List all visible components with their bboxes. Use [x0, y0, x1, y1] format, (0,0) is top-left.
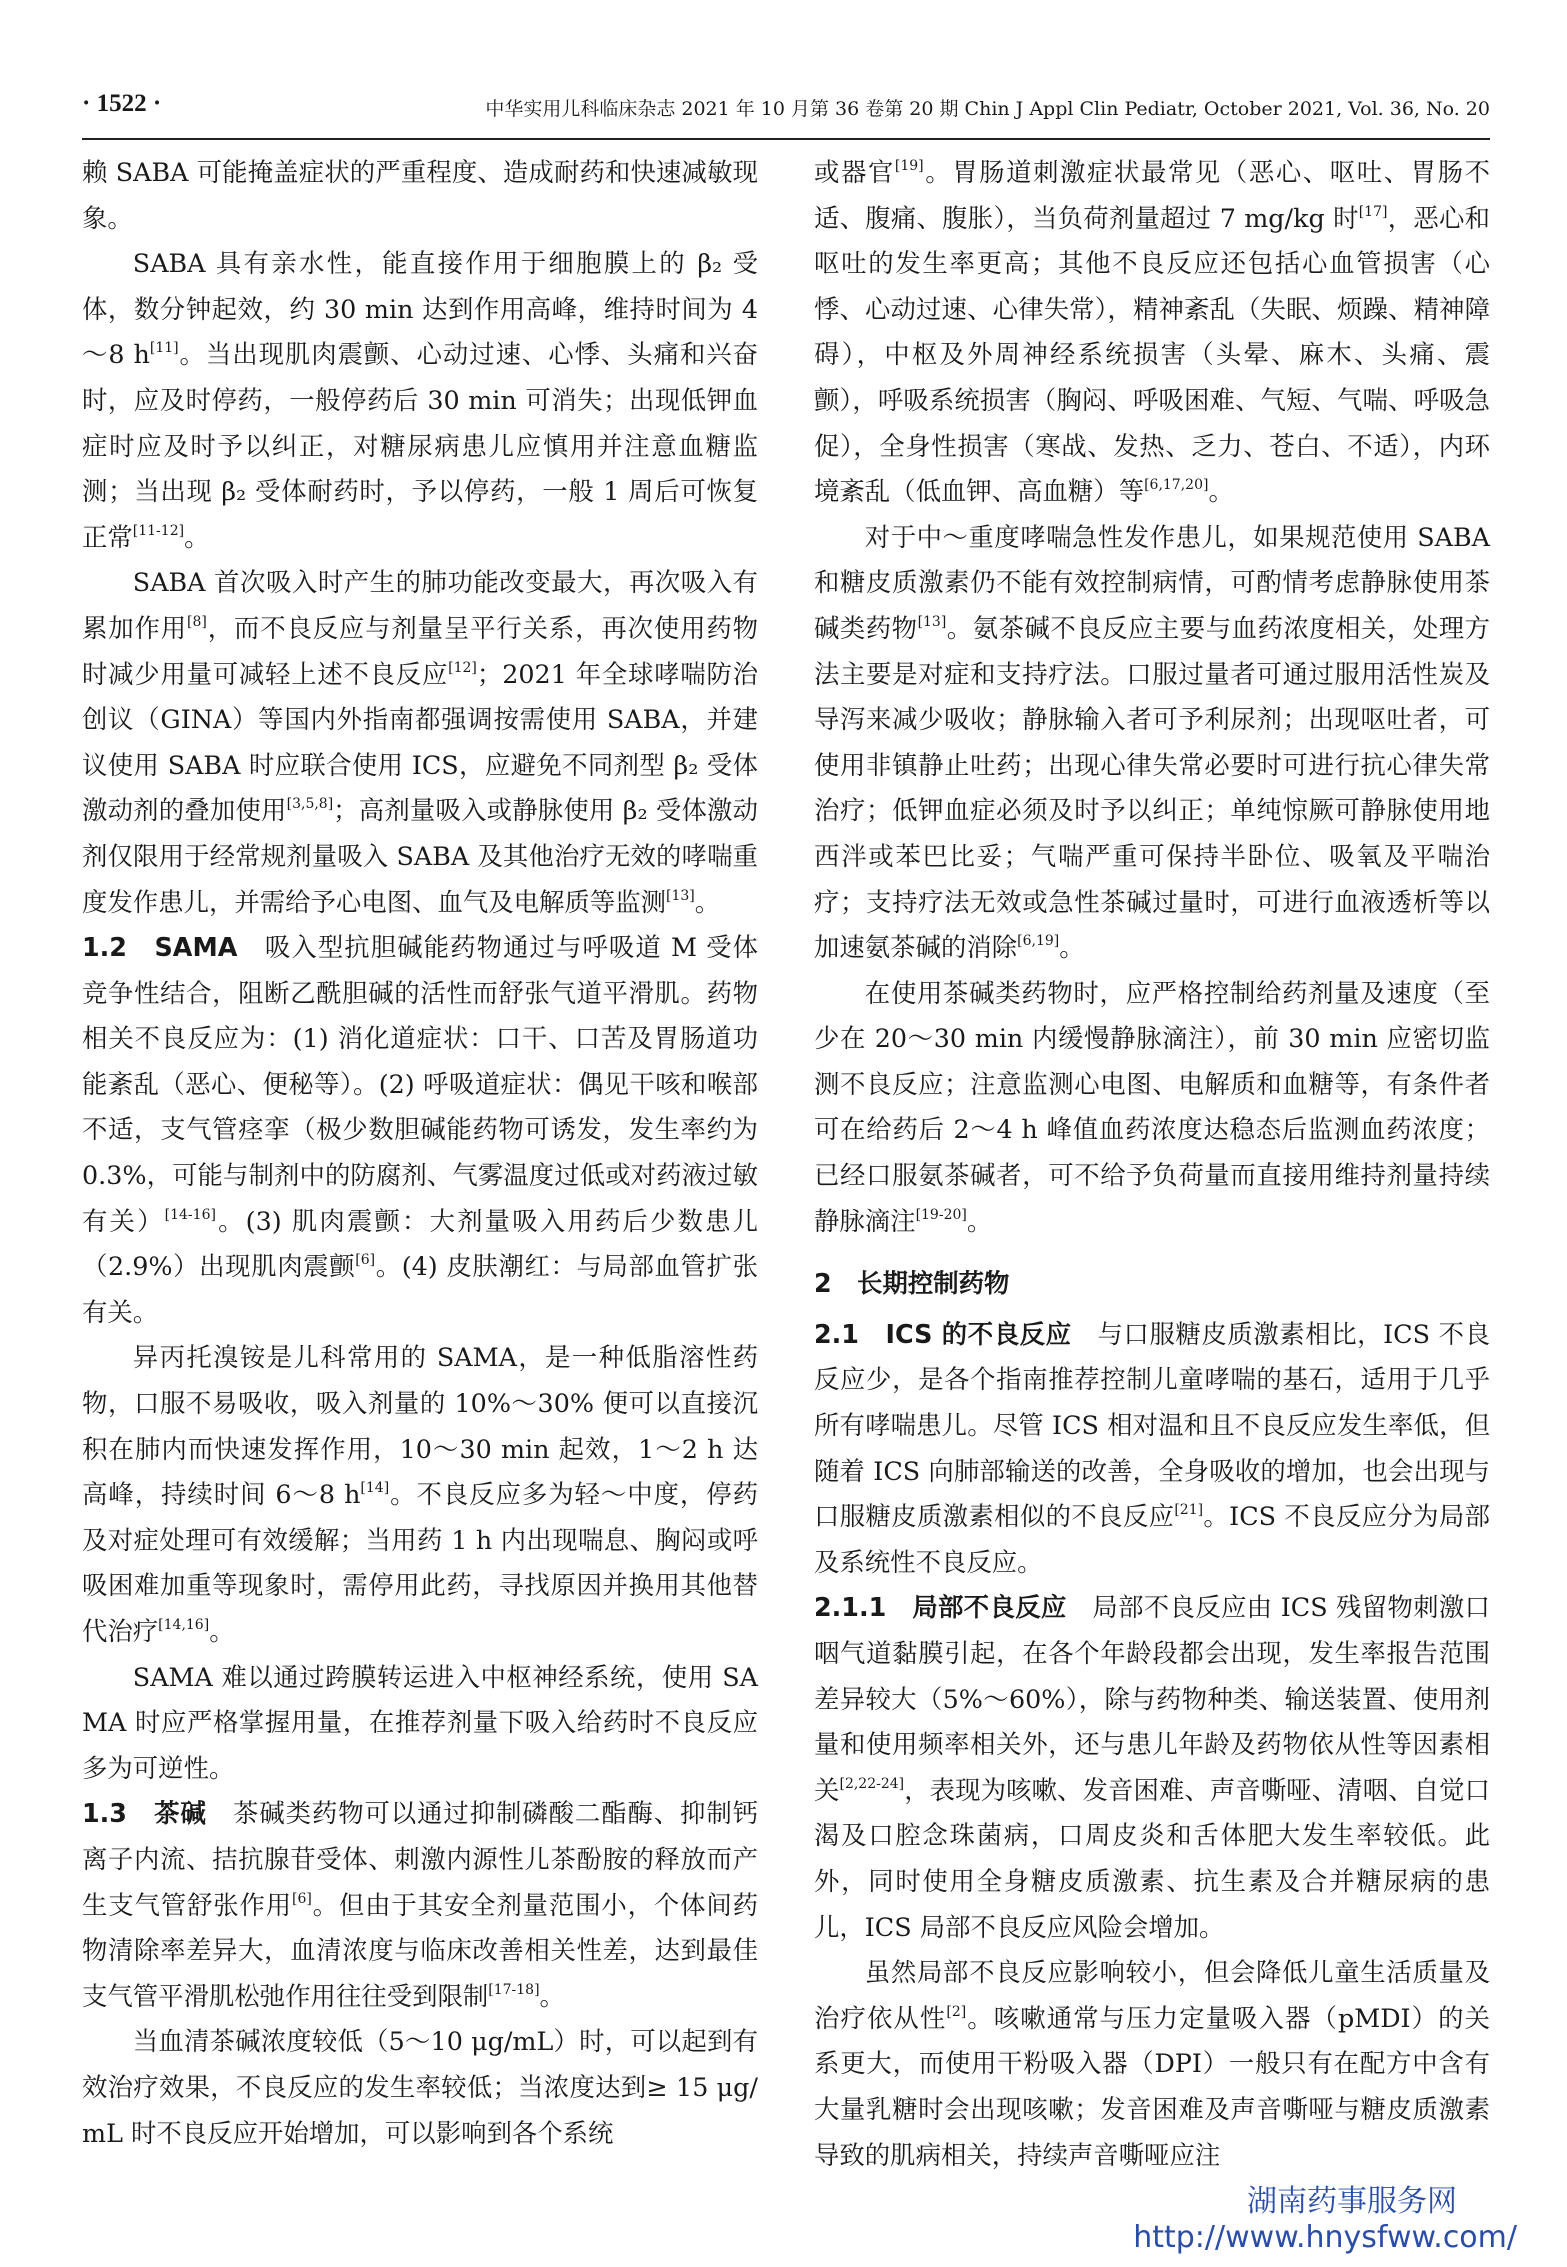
right-column	[814, 150, 1490, 2178]
citation: [11]	[149, 340, 179, 357]
section-2-1: 2.1 ICS 的不良反应 与口服糖皮质激素相比，ICS 不良反应少，是各个指南推荐控制儿童哮喘的基石，适用于几乎所有哮喘患儿。尽管 ICS 相对温和且不良反应发生率低，但随着 ICS 向肺部输送的改善，全身吸收的增加，也会出现与口服糖皮质激素相似的不良反应[21]。ICS 不良反应分为局部及系统性不良反应。	[814, 1318, 1490, 1577]
citation: [12]	[448, 659, 477, 676]
citation: [6]	[291, 1890, 312, 1907]
paragraph: 赖 SABA 可能掩盖症状的严重程度、造成耐药和快速减敏现象。	[82, 157, 758, 233]
paragraph: 当血清茶碱浓度较低（5～10 μg/mL）时，可以起到有效治疗效果，不良反应的发生率较低；当浓度达到≥ 15 μg/mL 时不良反应开始增加，可以影响到各个系统	[82, 2026, 758, 2148]
citation: [17-18]	[488, 1981, 540, 1998]
header-rule	[82, 138, 1490, 140]
citation: [19]	[894, 157, 924, 174]
section-heading: 1.2 SAMA	[82, 932, 238, 963]
citation: [6]	[355, 1252, 376, 1269]
section-heading: 2 长期控制药物	[814, 1268, 1010, 1299]
watermark-url[interactable]: http://www.hnysfww.com/	[1133, 2220, 1517, 2255]
paragraph: 在使用茶碱类药物时，应严格控制给药剂量及速度（至少在 20～30 min 内缓慢静脉滴注），前 30 min 应密切监测不良反应；注意监测心电图、电解质和血糖等，有条件者可在给药后 2～4 h 峰值血药浓度达稳态后监测血药浓度；已经口服氨茶碱者，可不给予负荷量而直接用维持剂量持续静脉滴注[19-20]。	[814, 977, 1490, 1236]
citation: [13]	[917, 613, 947, 630]
section-heading: 2.1 ICS 的不良反应	[814, 1318, 1072, 1349]
page-header	[82, 54, 1490, 140]
paragraph: SABA 首次吸入时产生的肺功能改变最大，再次吸入有累加作用[8]，而不良反应与剂量呈平行关系，再次使用药物时减少用量可减轻上述不良反应[12]；2021 年全球哮喘防治创议（GINA）等国内外指南都强调按需使用 SABA，并建议使用 SABA 时应联合使用 ICS，应避免不同剂型 β₂ 受体激动剂的叠加使用[3,5,8]；高剂量吸入或静脉使用 β₂ 受体激动剂仅限用于经常规剂量吸入 SABA 及其他治疗无效的哮喘重度发作患儿，并需给予心电图、血气及电解质等监测[13]。	[82, 567, 759, 917]
paragraph: SABA 具有亲水性，能直接作用于细胞膜上的 β₂ 受体，数分钟起效，约 30 min 达到作用高峰，维持时间为 4～8 h[11]。当出现肌肉震颤、心动过速、心悸、头痛和兴奋时，应及时停药，一般停药后 30 min 可消失；出现低钾血症时应及时予以纠正，对糖尿病患儿应慎用并注意血糖监测；当出现 β₂ 受体耐药时，予以停药，一般 1 周后可恢复正常[11-12]。	[82, 248, 758, 552]
paragraph: 对于中～重度哮喘急性发作患儿，如果规范使用 SABA 和糖皮质激素仍不能有效控制病情，可酌情考虑静脉使用茶碱类药物[13]。氨茶碱不良反应主要与血药浓度相关，处理方法主要是对症和支持疗法。口服过量者可通过服用活性炭及导泻来减少吸收；静脉输入者可予利尿剂；出现呕吐者，可使用非镇静止吐药；出现心律失常必要时可进行抗心律失常治疗；低钾血症必须及时予以纠正；单纯惊厥可静脉使用地西泮或苯巴比妥；气喘严重可保持半卧位、吸氧及平喘治疗；支持疗法无效或急性茶碱过量时，可进行血液透析等以加速氨茶碱的消除[6,19]。	[814, 521, 1491, 963]
paragraph: SAMA 难以通过跨膜转运进入中枢神经系统，使用 SAMA 时应严格掌握用量，在推荐剂量下吸入给药时不良反应多为可逆性。	[82, 1661, 758, 1783]
citation: [6,19]	[1017, 932, 1060, 949]
section-heading: 2.1.1 局部不良反应	[814, 1592, 1067, 1623]
citation: [2]	[946, 2003, 967, 2020]
page-number: · 1522 ·	[82, 90, 162, 117]
section-1-2: 1.2 SAMA 吸入型抗胆碱能药物通过与呼吸道 M 受体竞争性结合，阻断乙酰胆碱的活性而舒张气道平滑肌。药物相关不良反应为：(1) 消化道症状：口干、口苦及胃肠道功能紊乱（恶心、便秘等）。(2) 呼吸道症状：偶见干咳和喉部不适，支气管痉挛（极少数胆碱能药物可诱发，发生率约为 0.3%，可能与制剂中的防腐剂、气雾温度过低或对药液过敏有关）[14-16]。(3) 肌肉震颤：大剂量吸入用药后少数患儿（2.9%）出现肌肉震颤[6]。(4) 皮肤潮红：与局部血管扩张有关。	[82, 932, 759, 1327]
citation: [14,16]	[158, 1616, 210, 1633]
citation: [2,22-24]	[839, 1775, 905, 1792]
paragraph: 异丙托溴铵是儿科常用的 SAMA，是一种低脂溶性药物，口服不易吸收，吸入剂量的 10%～30% 便可以直接沉积在肺内而快速发挥作用，10～30 min 起效，1～2 h 达高峰，持续时间 6～8 h[14]。不良反应多为轻～中度，停药及对症处理可有效缓解；当用药 1 h 内出现喘息、胸闷或呼吸困难加重等现象时，需停用此药，寻找原因并换用其他替代治疗[14,16]。	[82, 1342, 758, 1646]
left-column	[82, 150, 758, 2156]
citation: [8]	[187, 613, 207, 630]
citation: [14-16]	[164, 1206, 216, 1223]
citation: [3,5,8]	[286, 796, 334, 813]
journal-citation: 中华实用儿科临床杂志 2021 年 10 月第 36 卷第 20 期 Chin J Appl Clin Pediatr, October 2021, Vol. 36, No. 20	[485, 98, 1490, 120]
citation: [21]	[1174, 1502, 1204, 1519]
citation: [11-12]	[132, 522, 185, 539]
paragraph: 或器官[19]。胃肠道刺激症状最常见（恶心、呕吐、胃肠不适、腹痛、腹胀），当负荷剂量超过 7 mg/kg 时[17]，恶心和呕吐的发生率更高；其他不良反应还包括心血管损害（心悸、心动过速、心律失常），精神紊乱（失眠、烦躁、精神障碍），中枢及外周神经系统损害（头晕、麻木、头痛、震颤），呼吸系统损害（胸闷、呼吸困难、气短、气喘、呼吸急促），全身性损害（寒战、发热、乏力、苍白、不适），内环境紊乱（低血钾、高血糖）等[6,17,20]。	[814, 157, 1490, 507]
citation: [19-20]	[915, 1206, 967, 1223]
citation: [6,17,20]	[1144, 476, 1209, 493]
watermark-site-name: 湖南药事服务网	[1247, 2184, 1457, 2219]
section-heading: 1.3 茶碱	[82, 1798, 207, 1829]
citation: [14]	[360, 1480, 390, 1497]
paragraph: 虽然局部不良反应影响较小，但会降低儿童生活质量及治疗依从性[2]。咳嗽通常与压力定量吸入器（pMDI）的关系更大，而使用干粉吸入器（DPI）一般只有在配方中含有大量乳糖时会出现咳嗽；发音困难及声音嘶哑与糖皮质激素导致的肌病相关，持续声音嘶哑应注	[814, 1957, 1491, 2170]
section-2-1-1: 2.1.1 局部不良反应 局部不良反应由 ICS 残留物刺激口咽气道黏膜引起，在各个年龄段都会出现，发生率报告范围差异较大（5%～60%），除与药物种类、输送装置、使用剂量和使用频率相关外，还与患儿年龄及药物依从性等因素相关[2,22-24]，表现为咳嗽、发音困难、声音嘶哑、清咽、自觉口渴及口腔念珠菌病，口周皮炎和舌体肥大发生率较低。此外，同时使用全身糖皮质激素、抗生素及合并糖尿病的患儿，ICS 局部不良反应风险会增加。	[814, 1592, 1491, 1942]
section-2-heading	[814, 1261, 1490, 1307]
citation: [17]	[1358, 203, 1388, 220]
citation: [13]	[665, 887, 695, 904]
section-1-3: 1.3 茶碱 茶碱类药物可以通过抑制磷酸二酯酶、抑制钙离子内流、拮抗腺苷受体、刺激内源性儿茶酚胺的释放而产生支气管舒张作用[6]。但由于其安全剂量范围小，个体间药物清除率差异大，血清浓度与临床改善相关性差，达到最佳支气管平滑肌松弛作用往往受到限制[17-18]。	[82, 1798, 759, 2011]
